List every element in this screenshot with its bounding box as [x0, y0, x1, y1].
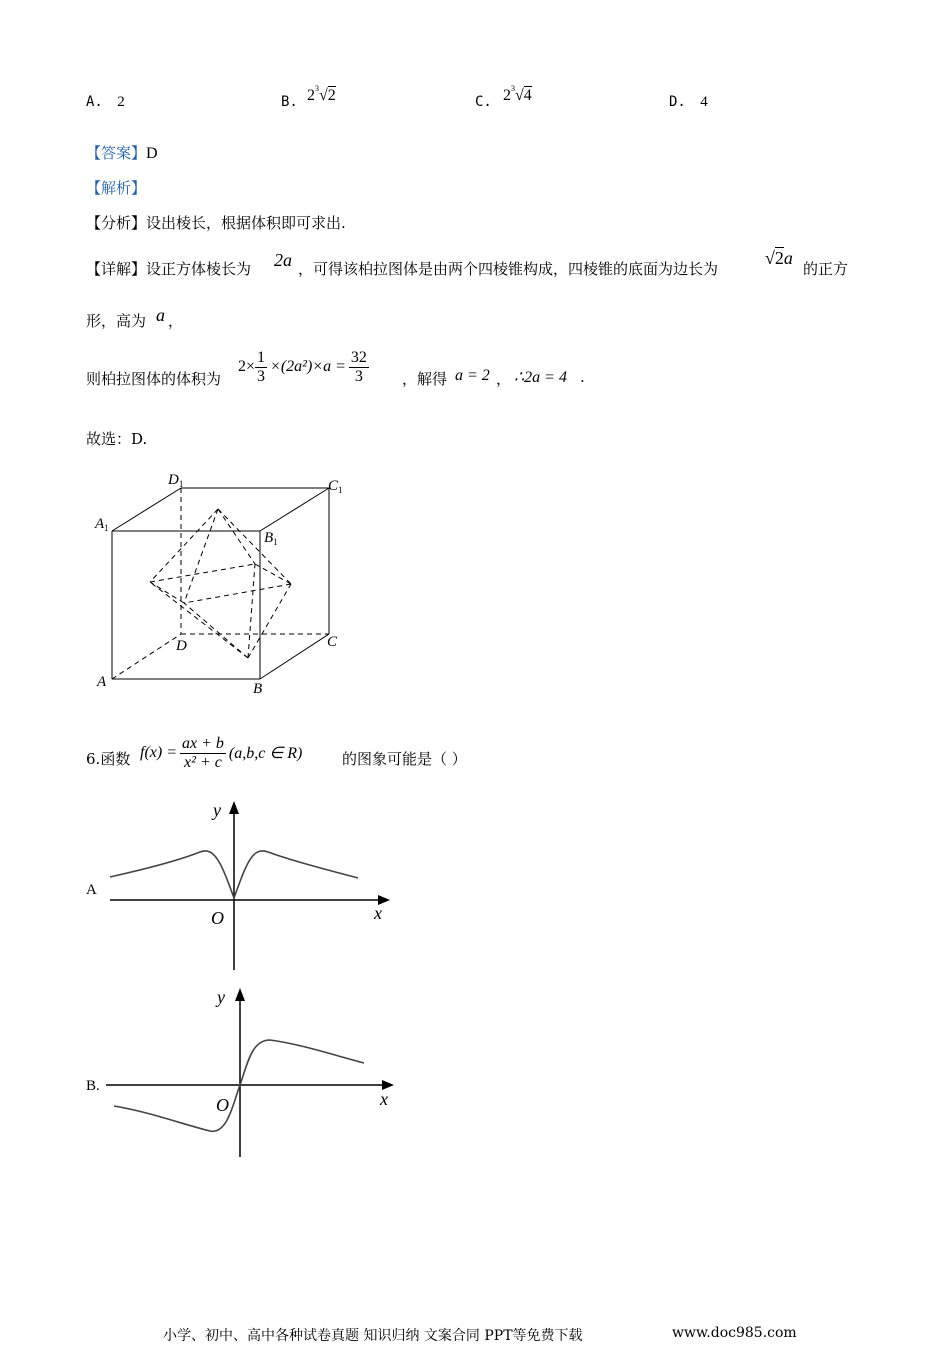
question-text-1: 函数 [100, 750, 131, 768]
label-a1: $A_1$ [95, 516, 109, 533]
detail-sol-2: ∴2a = 4 [514, 369, 567, 386]
fenxi-tag: 【分析】 [86, 214, 147, 232]
label-d: D [176, 638, 187, 654]
graph-a [100, 795, 400, 975]
function-frac [180, 735, 226, 772]
option-c-label: C. [475, 94, 492, 110]
detail-text-7: ，解得 [402, 370, 448, 388]
option-d-value: 4 [700, 94, 708, 110]
graph-a-y-label: y [213, 800, 221, 820]
option-a-value: 2 [117, 94, 125, 110]
graph-b-x-label: x [380, 1089, 388, 1109]
option-c [475, 94, 492, 110]
detail-line-2 [86, 310, 146, 331]
volume-lead: 2× [238, 358, 256, 375]
detail-math-a: a [156, 305, 165, 325]
question-6-intro [86, 748, 130, 769]
detail-text-8: ， [496, 370, 512, 388]
graph-b-y-arrow [235, 988, 245, 1001]
function-lhs: f(x) = [140, 744, 177, 761]
option-c-index: 3 [511, 84, 515, 93]
detail-text-5: ， [168, 312, 184, 330]
option-b-value: $2^3√2$ [307, 84, 336, 104]
option-b-label: B. [281, 94, 298, 110]
option-b-coef: 2 [307, 87, 315, 104]
detail-text-2: ，可得该柏拉图体是由两个四棱锥构成，四棱锥的底面为边长为 [298, 260, 719, 278]
volume-frac-2 [349, 349, 369, 386]
answer-value: D [146, 145, 158, 162]
option-c-coef: 2 [503, 87, 511, 104]
option-c-radicand: 4 [523, 87, 532, 104]
detail-math-sqrt2a: √2a [765, 248, 793, 268]
fenxi-line [86, 212, 346, 233]
detail-line-1 [86, 258, 251, 279]
cube-solid-edges [112, 488, 329, 679]
graph-b-origin-label: O [216, 1095, 229, 1115]
graph-a-origin-label: O [211, 908, 224, 928]
detail-math-sqrt2a-var: a [783, 248, 793, 268]
volume-frac-1 [255, 349, 267, 386]
analysis-tag: 【解析】 [86, 179, 147, 197]
answer-tag: 【答案】 [86, 144, 147, 162]
graph-a-y-arrow [229, 801, 239, 814]
label-b1: $B_1$ [264, 530, 278, 547]
volume-mid: ×(2a²)×a = [270, 358, 346, 375]
detail-text-6: 则柏拉图体的体积为 [86, 370, 222, 388]
graph-a-label: A [86, 882, 97, 898]
label-d1: $D_1$ [168, 472, 184, 489]
option-b [281, 94, 298, 110]
question-number: 6. [86, 750, 101, 768]
detail-math-2a: 2a [274, 250, 292, 270]
label-a: A [97, 674, 107, 690]
question-text-2: 的图象可能是（ ） [342, 750, 467, 768]
footer-text: 小学、初中、高中各种试卷真题 知识归纳 文案合同 PPT等免费下载 [163, 1328, 583, 1344]
option-b-index: 3 [315, 84, 319, 93]
option-b-radicand: 2 [327, 87, 336, 104]
detail-math-sqrt2a-rad: 2 [774, 248, 784, 268]
conclusion: 故选：D. [86, 430, 148, 448]
detail-sol-1: a = 2 [455, 367, 490, 384]
graph-a-x-label: x [374, 903, 382, 923]
option-c-value: $2^3√4$ [503, 84, 532, 104]
volume-frac-2-num: 32 [350, 348, 367, 366]
function-num: ax + b [182, 734, 224, 752]
detail-tag: 【详解】 [86, 260, 147, 278]
volume-frac-1-num: 1 [257, 348, 266, 366]
detail-text-1: 设正方体棱长为 [146, 260, 252, 278]
volume-formula [238, 343, 369, 391]
volume-frac-2-den: 3 [354, 367, 363, 385]
cube-octahedron-figure [86, 462, 366, 702]
graph-b [100, 982, 400, 1162]
label-b: B [253, 681, 263, 697]
footer-link[interactable]: www.doc985.com [672, 1325, 797, 1341]
fenxi-text: 设出棱长，根据体积即可求出. [146, 214, 346, 232]
function-den: x² + c [184, 753, 222, 771]
option-a-label: A. [86, 94, 103, 110]
label-c: C [327, 634, 338, 650]
label-c1: $C_1$ [328, 478, 343, 495]
detail-text-4: 形，高为 [86, 312, 147, 330]
answer-line [86, 142, 158, 163]
cube-hidden-edges [112, 488, 329, 679]
graph-b-y-label: y [217, 987, 225, 1007]
graph-b-label: B. [86, 1078, 100, 1094]
option-d [669, 94, 708, 111]
detail-text-9: . [580, 368, 585, 386]
question-function [140, 730, 302, 776]
option-a [86, 94, 125, 111]
option-d-label: D. [669, 94, 686, 110]
volume-frac-1-den: 3 [257, 367, 266, 385]
detail-text-3: 的正方 [803, 260, 849, 278]
function-cond: (a,b,c ∈ R) [228, 745, 303, 762]
